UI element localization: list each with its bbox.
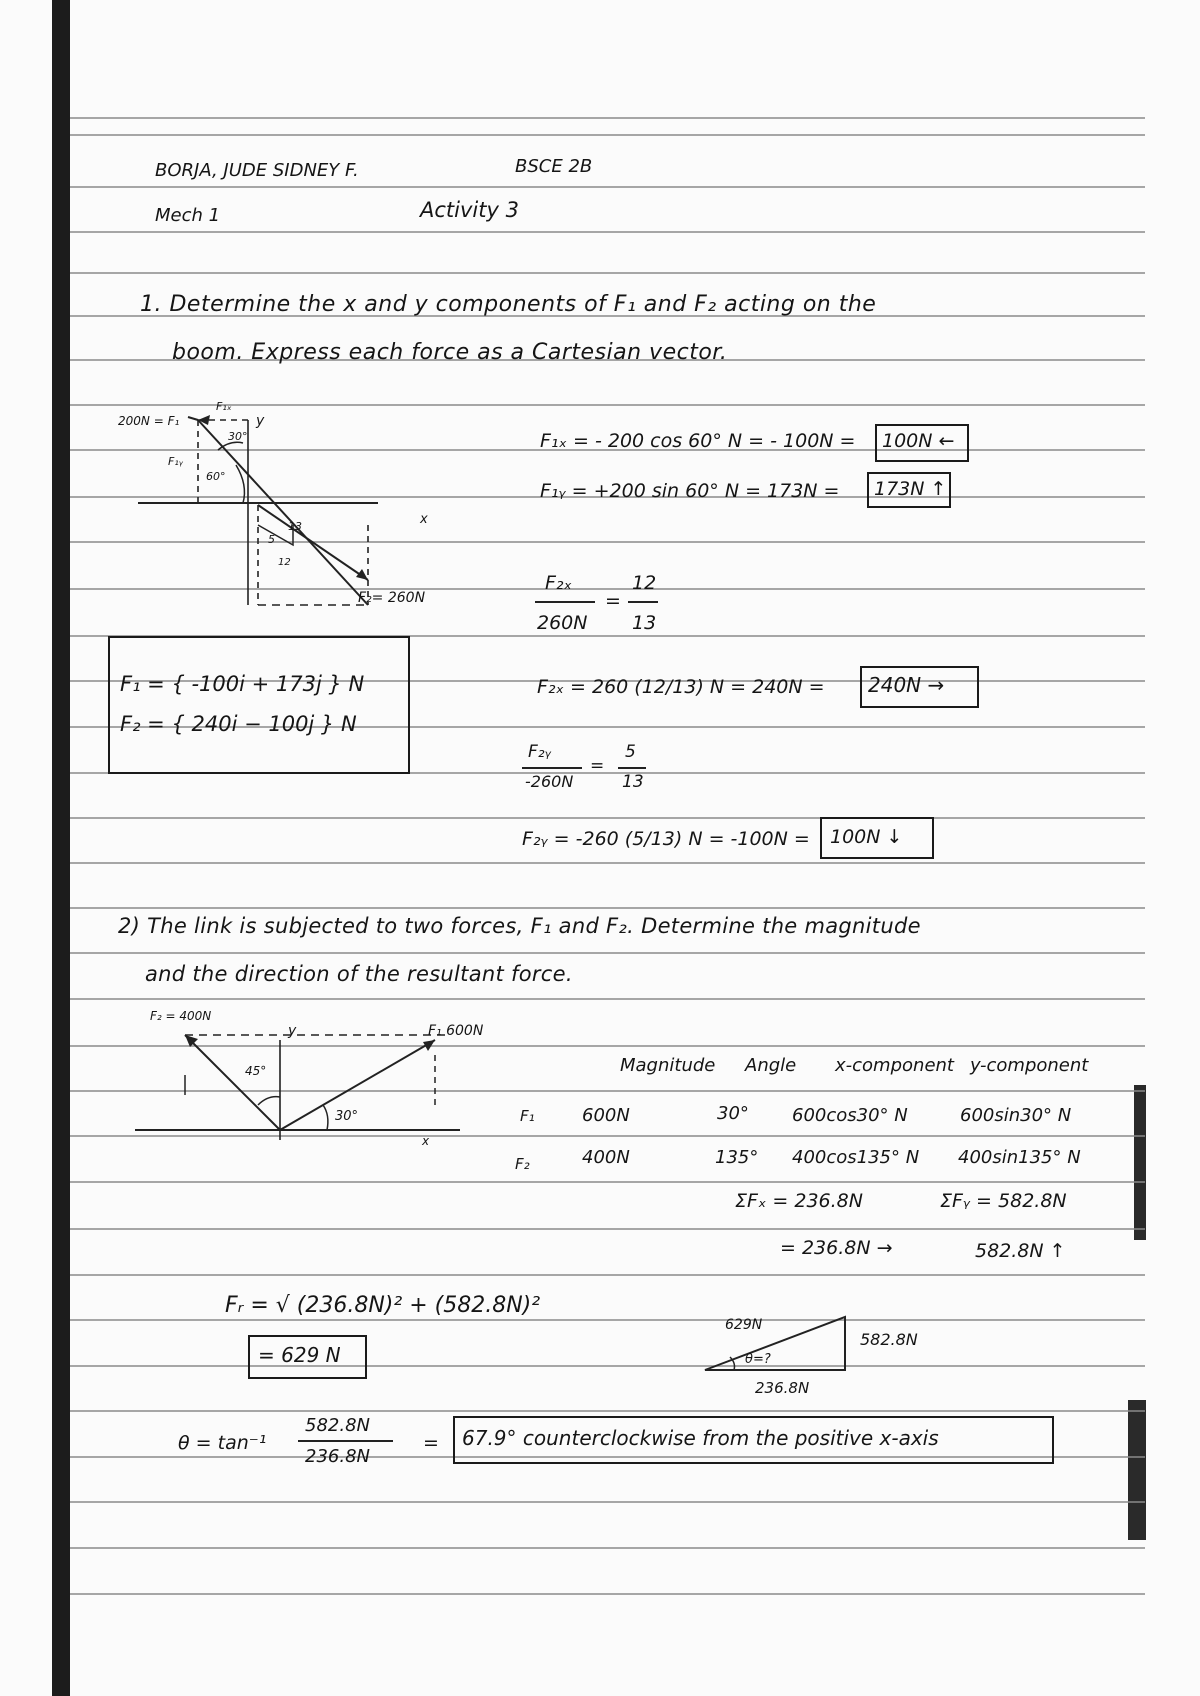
ratio1-numerator: 12 — [632, 572, 657, 594]
f2x-answer: 240N → — [868, 673, 945, 697]
vector-f1: F₁ = { -100i + 173j } N — [120, 672, 365, 696]
tri-base: 236.8N — [755, 1379, 810, 1395]
sum-fy: ΣFᵧ = 582.8N — [940, 1190, 1067, 1212]
p2-angle30: 30° — [335, 1109, 359, 1124]
ratio2-line — [522, 767, 582, 769]
theta-answer: 67.9° counterclockwise from the positive x-axis — [462, 1426, 939, 1450]
table-header-x: x-component — [835, 1055, 954, 1076]
theta-equals: = — [423, 1432, 439, 1454]
ratio2-denominator: 13 — [622, 772, 644, 792]
f1y-equation: F₁ᵧ = +200 sin 60° N = 173N = — [540, 480, 840, 502]
p1-fy-label: F₁ᵧ — [168, 455, 183, 468]
problem2-prompt-line2: and the direction of the resultant force. — [145, 962, 573, 986]
row1-magnitude: 600N — [582, 1105, 630, 1126]
theta-numerator: 582.8N — [305, 1415, 370, 1436]
problem2-prompt-line1: 2) The link is subjected to two forces, F₁ and F₂. Determine the magnitude — [118, 914, 921, 938]
f1x-answer: 100N ← — [882, 430, 955, 452]
sum-fx: ΣFₓ = 236.8N — [735, 1190, 863, 1212]
student-name: BORJA, JUDE SIDNEY F. — [155, 160, 359, 181]
row2-force: F₂ — [515, 1155, 530, 1173]
ratio1-bottom: 260N — [537, 612, 588, 634]
p2-angle45: 45° — [245, 1064, 267, 1078]
ratio1-right-line — [628, 601, 658, 603]
ratio2-equals: = — [590, 756, 605, 776]
row1-y: 600sin30° N — [960, 1105, 1072, 1126]
p1-f2-label: F₂= 260N — [358, 590, 426, 606]
row2-y: 400sin135° N — [958, 1147, 1081, 1168]
f2y-answer: 100N ↓ — [830, 826, 903, 848]
resultant-equation: Fᵣ = √ (236.8N)² + (582.8N)² — [225, 1293, 541, 1318]
p1-f1-label: 200N = F₁ — [118, 414, 180, 428]
row1-x: 600cos30° N — [792, 1105, 908, 1126]
theta-denominator: 236.8N — [305, 1446, 370, 1467]
f2x-equation: F₂ₓ = 260 (12/13) N = 240N = — [537, 676, 825, 698]
row2-angle: 135° — [715, 1147, 759, 1168]
ratio1-top: F₂ₓ — [545, 572, 572, 594]
p2-x-axis: x — [422, 1134, 430, 1148]
cartesian-vector-box — [108, 636, 410, 774]
f1x-equation: F₁ₓ = - 200 cos 60° N = - 100N = — [540, 430, 856, 452]
p1-tri-5: 5 — [268, 533, 275, 546]
ratio2-top: F₂ᵧ — [528, 742, 551, 762]
table-header-y: y-component — [970, 1055, 1089, 1076]
p2-f2-label: F₂ = 400N — [150, 1009, 212, 1023]
course: Mech 1 — [155, 205, 221, 226]
table-header-magnitude: Magnitude — [620, 1055, 716, 1076]
fx-direction: = 236.8N → — [780, 1237, 893, 1259]
row1-force: F₁ — [520, 1107, 535, 1125]
activity-title: Activity 3 — [420, 198, 519, 222]
resultant-triangle — [700, 1305, 930, 1395]
p2-y-axis: y — [288, 1023, 297, 1039]
tri-hypotenuse: 629N — [725, 1317, 763, 1333]
p2-f1-label: F₁ 600N — [428, 1023, 484, 1039]
row2-x: 400cos135° N — [792, 1147, 920, 1168]
problem1-diagram — [118, 395, 448, 615]
ratio2-bottom: -260N — [525, 772, 574, 791]
problem2-diagram — [130, 1005, 530, 1155]
ratio1-line — [535, 601, 595, 603]
p1-x-axis: x — [420, 512, 428, 527]
problem1-prompt-line2: boom. Express each force as a Cartesian vector. — [172, 340, 728, 365]
f2y-equation: F₂ᵧ = -260 (5/13) N = -100N = — [522, 828, 810, 850]
vector-f2: F₂ = { 240i − 100j } N — [120, 712, 357, 736]
p1-angle30: 30° — [228, 430, 248, 443]
theta-lhs: θ = tan⁻¹ — [178, 1432, 267, 1454]
theta-fraction-line — [298, 1440, 393, 1442]
f1y-answer: 173N ↑ — [874, 478, 947, 500]
resultant-answer: = 629 N — [258, 1343, 341, 1367]
tri-theta: θ=? — [745, 1352, 771, 1367]
p1-fx-label: F₁ₓ — [216, 400, 232, 413]
p1-tri-12: 12 — [278, 557, 291, 568]
row1-angle: 30° — [717, 1103, 749, 1124]
p1-tri-13: 13 — [288, 520, 302, 533]
section: BSCE 2B — [515, 156, 593, 177]
ratio1-equals: = — [605, 590, 621, 612]
tri-vertical: 582.8N — [860, 1330, 918, 1349]
row2-magnitude: 400N — [582, 1147, 630, 1168]
p1-y-axis: y — [256, 413, 265, 429]
fy-direction: 582.8N ↑ — [975, 1240, 1066, 1262]
table-header-angle: Angle — [745, 1055, 797, 1076]
ratio1-denominator: 13 — [632, 612, 657, 634]
p1-angle60: 60° — [206, 470, 226, 483]
ratio2-numerator: 5 — [625, 742, 636, 762]
problem1-prompt-line1: 1. Determine the x and y components of F₁ and F₂ acting on the — [140, 292, 877, 317]
ratio2-right-line — [618, 767, 646, 769]
